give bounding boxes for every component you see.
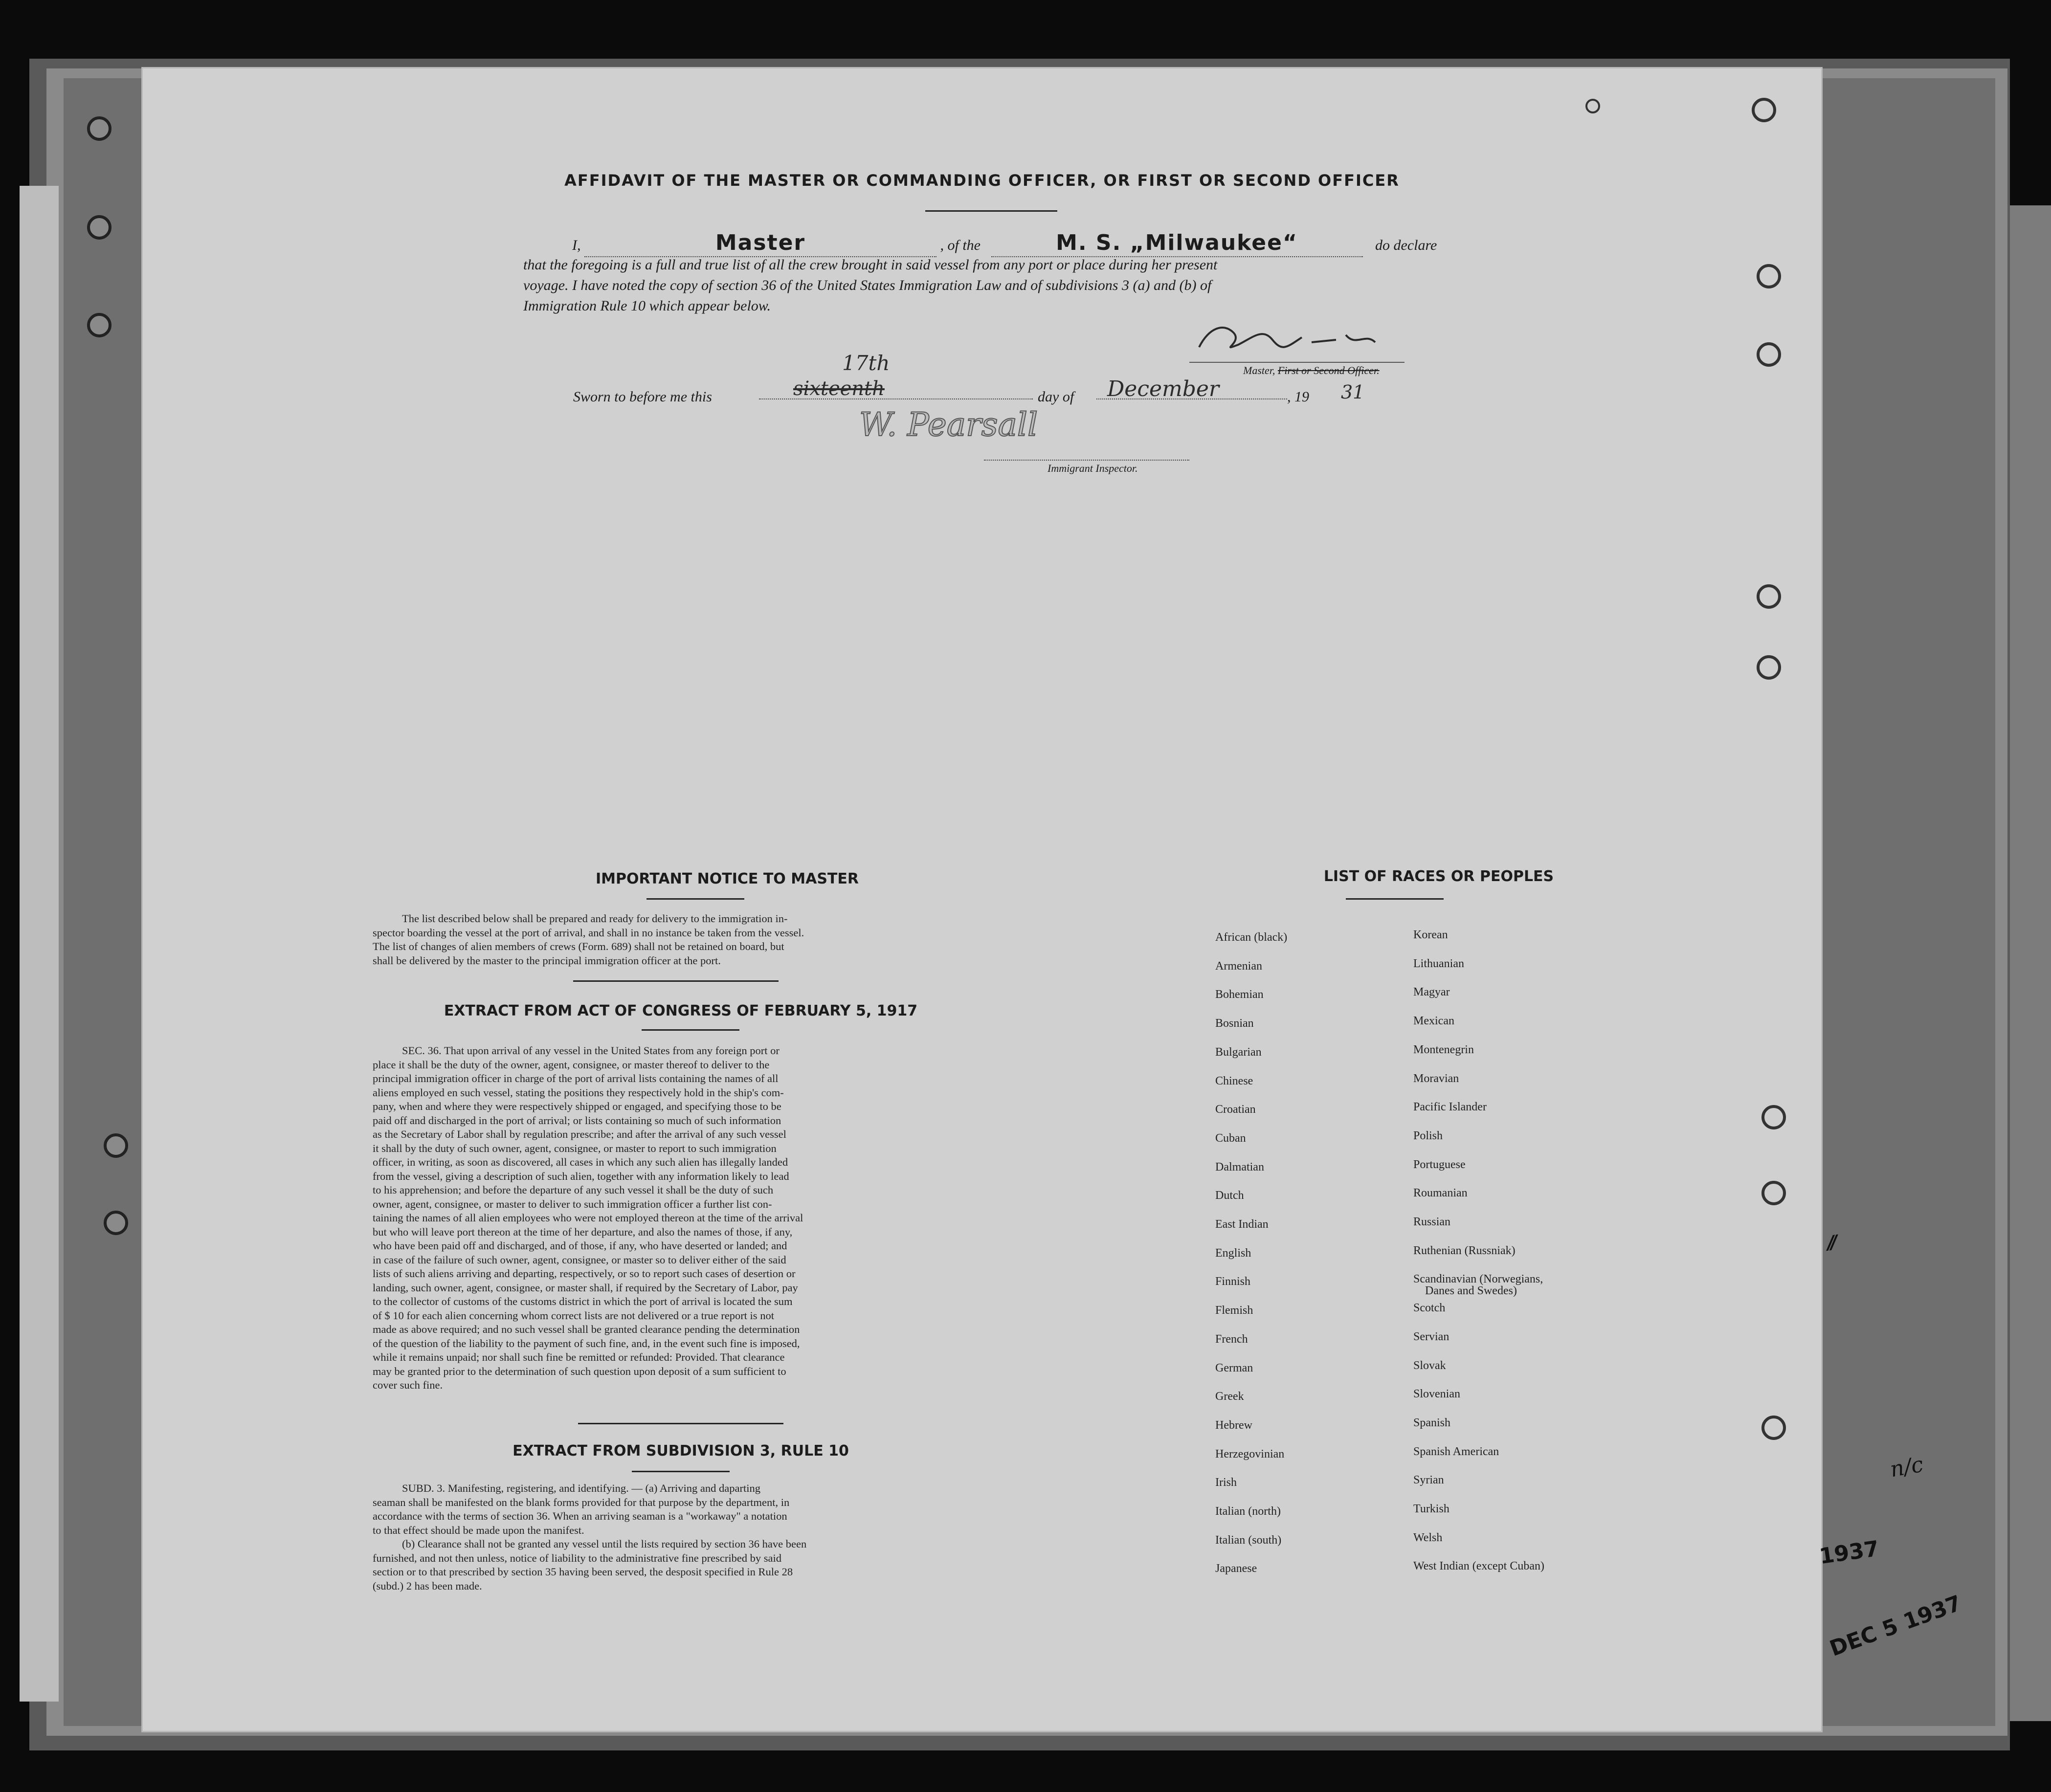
notice-line: shall be delivered by the master to the principal immigration officer at the port. (373, 954, 721, 967)
master-signature (1189, 318, 1404, 357)
race-list-item: Mexican (1413, 1015, 1454, 1028)
race-list-item: Slovenian (1413, 1388, 1460, 1401)
affidavit-title: AFFIDAVIT OF THE MASTER OR COMMANDING OFFICER, OR FIRST OR SECOND OFFICER (564, 171, 1400, 190)
notice-line: spector boarding the vessel at the port of arrival, and shall in no instance be taken from the vessel. (373, 926, 804, 939)
act-line: SEC. 36. That upon arrival of any vessel in the United States from any foreign port or (402, 1044, 780, 1057)
race-list-item: Cuban (1215, 1131, 1246, 1145)
act-line: paid off and discharged in the port of arrival; or lists containing so much of such information (373, 1114, 781, 1127)
punch-hole (1757, 655, 1781, 680)
act-line: who have been paid off and discharged, and of those, if any, who have deserted or landed; and (373, 1239, 787, 1252)
punch-hole (104, 1133, 128, 1158)
race-list-item: West Indian (except Cuban) (1413, 1560, 1544, 1573)
subdivision-line: (subd.) 2 has been made. (373, 1579, 482, 1592)
subdivision-heading-rule (632, 1471, 730, 1472)
punch-hole (1761, 1416, 1786, 1440)
margin-note: n/c (1888, 1452, 1925, 1482)
act-line: while it remains unpaid; nor shall such fine be remitted or refunded: Provided. That clearance (373, 1351, 785, 1363)
race-list-item: Italian (south) (1215, 1533, 1282, 1547)
race-list-item: Japanese (1215, 1562, 1257, 1575)
notice-heading-rule (647, 898, 744, 900)
subdivision-heading: EXTRACT FROM SUBDIVISION 3, RULE 10 (513, 1442, 849, 1460)
sworn-label: Sworn to before me this (573, 389, 712, 405)
sworn-day-correction: 17th (842, 351, 890, 375)
race-list-item: Slovak (1413, 1359, 1446, 1372)
affidavit-line-2: that the foregoing is a full and true list of all the crew brought in said vessel from any port or place during her present (523, 257, 1218, 273)
punch-hole (104, 1211, 128, 1235)
race-list-item: Italian (north) (1215, 1505, 1281, 1518)
notice-body (373, 912, 984, 968)
notice-heading: IMPORTANT NOTICE TO MASTER (596, 870, 859, 887)
day-of-label: day of (1038, 389, 1074, 405)
act-line: cover such fine. (373, 1379, 443, 1391)
title-divider (925, 210, 1057, 212)
punch-hole (1757, 584, 1781, 609)
sworn-day-written: sixteenth (793, 377, 885, 400)
subdivision-line: furnished, and not then unless, notice of liability to the administrative fine prescribed by said (373, 1551, 782, 1564)
race-list-item: Armenian (1215, 959, 1262, 973)
vessel-name-value: M. S. „Milwaukee“ (1056, 230, 1298, 255)
punch-hole (1761, 1181, 1786, 1205)
race-list-item: Spanish (1413, 1416, 1451, 1429)
act-line: as the Secretary of Labor shall by regulation prescribe; and after the arrival of any such vessel (373, 1128, 786, 1140)
act-line: but who will leave port thereon at the time of her departure, and also the names of those, if any, (373, 1225, 793, 1238)
vessel-name-field (991, 232, 1363, 257)
do-declare-label: do declare (1375, 237, 1437, 253)
affidavit-page (143, 68, 1821, 1731)
race-list-item: Flemish (1215, 1304, 1253, 1317)
affidavit-line-1 (572, 232, 1609, 257)
race-list-item: Roumanian (1413, 1187, 1468, 1200)
act-line: to his apprehension; and before the departure of any such vessel it shall be the duty of such (373, 1184, 774, 1196)
notice-line: The list described below shall be prepared and ready for delivery to the immigration in- (402, 912, 788, 925)
races-heading: LIST OF RACES OR PEOPLES (1323, 868, 1554, 885)
caption-struck-officer: First or Second Officer. (1277, 364, 1380, 376)
race-list-item: Finnish (1215, 1275, 1251, 1288)
punch-hole (87, 313, 111, 337)
signature-caption (1243, 364, 1380, 377)
act-section-36-body (373, 1044, 984, 1393)
race-list-item: Scotch (1413, 1302, 1446, 1315)
race-list-item: Dalmatian (1215, 1160, 1264, 1173)
act-line: officer, in writing, as soon as discovered, all cases in which any such alien has illegally landed (373, 1156, 788, 1168)
inspector-caption: Immigrant Inspector. (1048, 462, 1138, 474)
act-line: aliens employed en such vessel, stating the positions they respectively hold in the ship's com- (373, 1086, 784, 1099)
subdivision-line: section or to that prescribed by section 35 having been served, the desposit specified in Rule 28 (373, 1566, 793, 1578)
sworn-year-written: 31 (1341, 381, 1365, 403)
race-list-item: French (1215, 1332, 1248, 1346)
act-divider (578, 1423, 783, 1424)
caption-master: Master, (1243, 364, 1278, 376)
race-list-item: Croatian (1215, 1103, 1256, 1116)
race-list-item: Ruthenian (Russniak) (1413, 1244, 1516, 1257)
subdivision-line: to that effect should be made upon the manifest. (373, 1524, 584, 1536)
punch-hole (1585, 99, 1600, 113)
punch-hole (87, 116, 111, 141)
race-list-item: Korean (1413, 929, 1448, 941)
race-list-item: African (black) (1215, 931, 1288, 944)
subdivision-line: (b) Clearance shall not be granted any vessel until the lists required by section 36 have been (402, 1538, 807, 1550)
race-list-item: Pacific Islander (1413, 1101, 1487, 1114)
subdivision-line: SUBD. 3. Manifesting, registering, and identifying. — (a) Arriving and daparting (402, 1482, 760, 1494)
race-list-item: Russian (1413, 1216, 1451, 1228)
act-line: of the question of the liability to the payment of such fine, and, in the event such fine is imposed, (373, 1337, 800, 1350)
race-list-item: Syrian (1413, 1474, 1444, 1487)
date-stamp-lower: DEC 5 1937 (1826, 1591, 1965, 1661)
inspector-signature-line (984, 460, 1189, 461)
act-heading-rule (642, 1029, 739, 1031)
right-sheet-edge (2010, 205, 2051, 1721)
officer-name-value: Master (715, 230, 806, 255)
subdivision-line: accordance with the terms of section 36. When an arriving seaman is a "workaway" a notation (373, 1510, 787, 1522)
race-list-item: English (1215, 1246, 1251, 1260)
affidavit-line-4: Immigration Rule 10 which appear below. (523, 298, 771, 314)
race-list-item: German (1215, 1361, 1253, 1374)
race-list-item: Greek (1215, 1390, 1244, 1403)
of-the-label: , of the (940, 237, 981, 253)
race-list-item: Magyar (1413, 986, 1450, 999)
inspector-signature: W. Pearsall (859, 406, 1038, 443)
i-label: I, (572, 237, 581, 253)
race-list-item: East Indian (1215, 1218, 1269, 1231)
punch-hole (1757, 342, 1781, 367)
race-list-item: Herzegovinian (1215, 1447, 1285, 1460)
punch-hole (87, 215, 111, 240)
act-line: to the collector of customs of the customs district in which the port of arrival is located the sum (373, 1295, 793, 1307)
act-line: in case of the failure of such owner, agent, consignee, or master so to deliver either of the said (373, 1253, 786, 1266)
act-line: landing, such owner, agent, consignee, or master shall, if required by the Secretary of Labor, pay (373, 1281, 798, 1294)
officer-name-field (584, 232, 936, 257)
act-line: it shall by the duty of such owner, agent, consignee, or master to report to such immigration (373, 1142, 777, 1154)
act-line: principal immigration officer in charge of the port of arrival lists containing the names of all (373, 1072, 779, 1084)
race-list-item: Portuguese (1413, 1158, 1466, 1171)
punch-hole (1757, 264, 1781, 288)
act-line: from the vessel, giving a description of such alien, together with any information likely to lead (373, 1170, 789, 1182)
year-prefix-label: , 19 (1287, 389, 1309, 405)
race-list-item: Chinese (1215, 1074, 1253, 1087)
race-list-item: Bosnian (1215, 1017, 1254, 1030)
punch-hole (1761, 1105, 1786, 1129)
punch-hole (1752, 98, 1776, 122)
affidavit-line-3: voyage. I have noted the copy of section 36 of the United States Immigration Law and of subdivisions 3 (a) and (b) of (523, 277, 1212, 293)
race-list-item: Scandinavian (Norwegians, Danes and Swedes) (1413, 1273, 1543, 1298)
race-list-item: Dutch (1215, 1189, 1244, 1202)
act-heading: EXTRACT FROM ACT OF CONGRESS OF FEBRUARY 5, 1917 (444, 1002, 918, 1019)
race-list-item: Hebrew (1215, 1418, 1252, 1432)
subdivision-line: seaman shall be manifested on the blank forms provided for that purpose by the department, in (373, 1496, 790, 1508)
act-line: owner, agent, consignee, or master to deliver to such immigration officer a further list con- (373, 1197, 772, 1210)
act-line: of $ 10 for each alien concerning whom correct lists are not delivered or a true report is not (373, 1309, 774, 1322)
act-line: place it shall be the duty of the owner, agent, consignee, or master thereof to deliver to the (373, 1058, 770, 1071)
act-line: taining the names of all alien employees who were not employed thereon at the time of the arrival (373, 1212, 803, 1224)
margin-scribble: ⁄⁄ (1827, 1232, 1837, 1255)
race-list-item: Turkish (1413, 1503, 1449, 1515)
race-list-item: Bulgarian (1215, 1045, 1262, 1059)
master-signature-line (1189, 362, 1404, 363)
race-list-item: Servian (1413, 1330, 1449, 1343)
race-list-item: Irish (1215, 1476, 1237, 1489)
notice-divider (573, 980, 779, 982)
left-sheet-edge (20, 186, 59, 1702)
race-list-item: Montenegrin (1413, 1043, 1474, 1056)
race-list-item: Spanish American (1413, 1445, 1499, 1458)
race-list-item: Polish (1413, 1129, 1443, 1142)
notice-line: The list of changes of alien members of crews (Form. 689) shall not be retained on board, but (373, 940, 784, 952)
race-list-item: Lithuanian (1413, 957, 1464, 970)
act-line: may be granted prior to the determination of such question upon deposit of a sum sufficient to (373, 1365, 786, 1377)
act-line: made as above required; and no such vessel shall be granted clearance pending the determination (373, 1323, 800, 1335)
act-line: pany, when and where they were respectively shipped or engaged, and specifying those to be (373, 1100, 781, 1112)
race-list-item: Welsh (1413, 1531, 1443, 1544)
act-line: lists of such aliens arriving and departing, respectively, or so to report such cases of desertion or (373, 1267, 796, 1280)
sworn-month-written: December (1107, 376, 1219, 401)
subdivision-body (373, 1482, 984, 1593)
races-heading-rule (1346, 898, 1444, 900)
race-list-item: Moravian (1413, 1072, 1459, 1085)
race-list-item: Bohemian (1215, 988, 1264, 1001)
date-stamp-upper: 1937 (1818, 1536, 1881, 1570)
